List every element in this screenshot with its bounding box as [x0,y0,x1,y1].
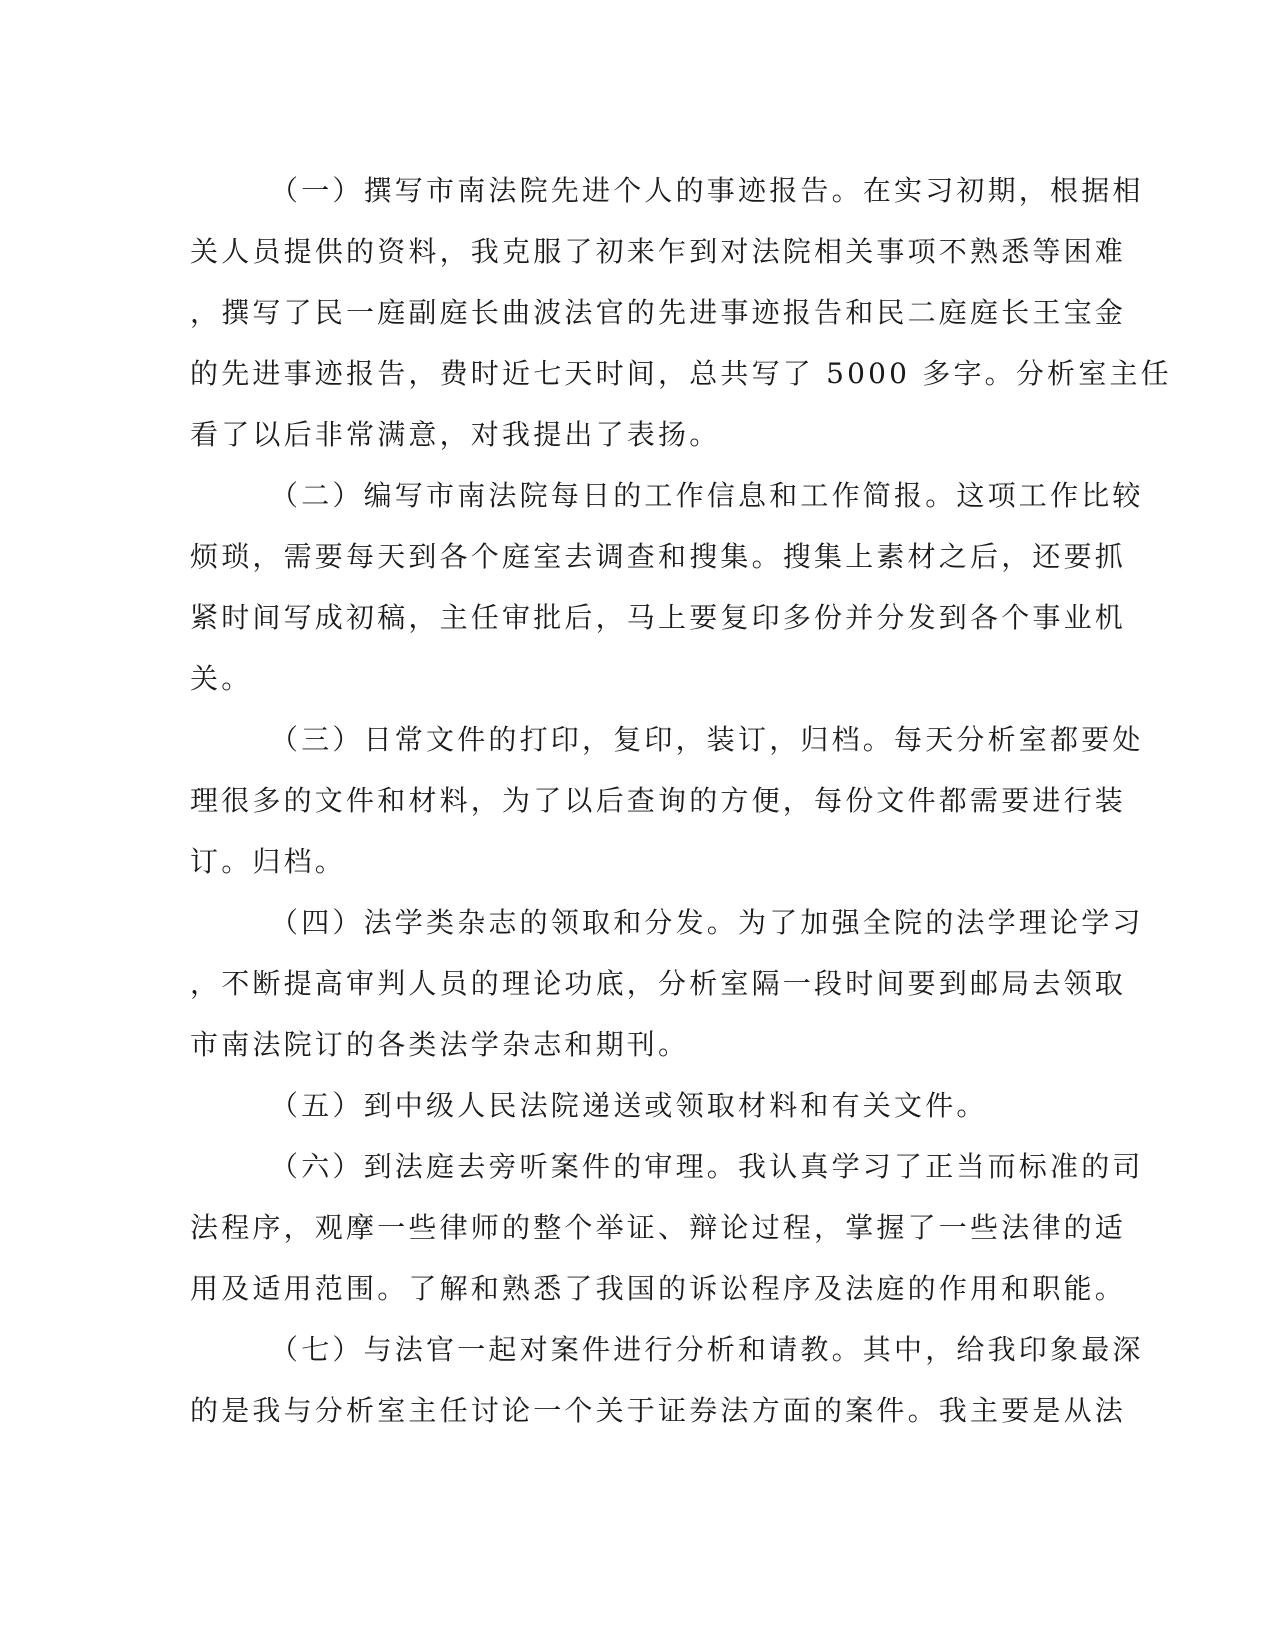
paragraph-line: 看了以后非常满意，对我提出了表扬。 [190,418,721,451]
paragraph-4 [190,892,1144,1075]
paragraph-line: （六）到法庭去旁听案件的审理。我认真学习了正当而标准的司 [270,1150,1144,1183]
paragraph-line: 烦琐，需要每天到各个庭室去调查和搜集。搜集上素材之后，还要抓 [190,540,1127,573]
paragraph-line: （一）撰写市南法院先进个人的事迹报告。在实习初期，根据相 [270,174,1144,207]
paragraph-line: ，不断提高审判人员的理论功底，分析室隔一段时间要到邮局去领取 [190,967,1127,1000]
paragraph-line: （七）与法官一起对案件进行分析和请教。其中，给我印象最深 [270,1333,1144,1366]
paragraph-line: 关。 [190,662,253,695]
paragraph-line: 的先进事迹报告，费时近七天时间，总共写了 5000 多字。分析室主任 [190,357,1172,390]
paragraph-3 [190,709,1144,892]
paragraph-line: 法程序，观摩一些律师的整个举证、辩论过程，掌握了一些法律的适 [190,1211,1127,1244]
paragraph-line: ，撰写了民一庭副庭长曲波法官的先进事迹报告和民二庭庭长王宝金 [190,296,1127,329]
paragraph-line: （三）日常文件的打印，复印，装订，归档。每天分析室都要处 [270,723,1144,756]
paragraph-2 [190,465,1144,709]
paragraph-line: （四）法学类杂志的领取和分发。为了加强全院的法学理论学习 [270,906,1144,939]
paragraph-line: 的是我与分析室主任讨论一个关于证券法方面的案件。我主要是从法 [190,1394,1127,1427]
paragraph-line: 用及适用范围。了解和熟悉了我国的诉讼程序及法庭的作用和职能。 [190,1272,1127,1305]
paragraph-line: 紧时间写成初稿，主任审批后，马上要复印多份并分发到各个事业机 [190,601,1127,634]
document-body [190,160,1172,1441]
paragraph-5 [190,1075,1080,1136]
paragraph-line: 市南法院订的各类法学杂志和期刊。 [190,1028,690,1061]
paragraph-line: 理很多的文件和材料，为了以后查询的方便，每份文件都需要进行装 [190,784,1127,817]
paragraph-6 [190,1136,1144,1319]
paragraph-line: 订。归档。 [190,845,347,878]
paragraph-7 [190,1319,1144,1441]
paragraph-line: （五）到中级人民法院递送或领取材料和有关文件。 [270,1089,988,1122]
paragraph-line: （二）编写市南法院每日的工作信息和工作简报。这项工作比较 [270,479,1144,512]
paragraph-1 [190,160,1172,465]
paragraph-line: 关人员提供的资料，我克服了初来乍到对法院相关事项不熟悉等困难 [190,235,1127,268]
